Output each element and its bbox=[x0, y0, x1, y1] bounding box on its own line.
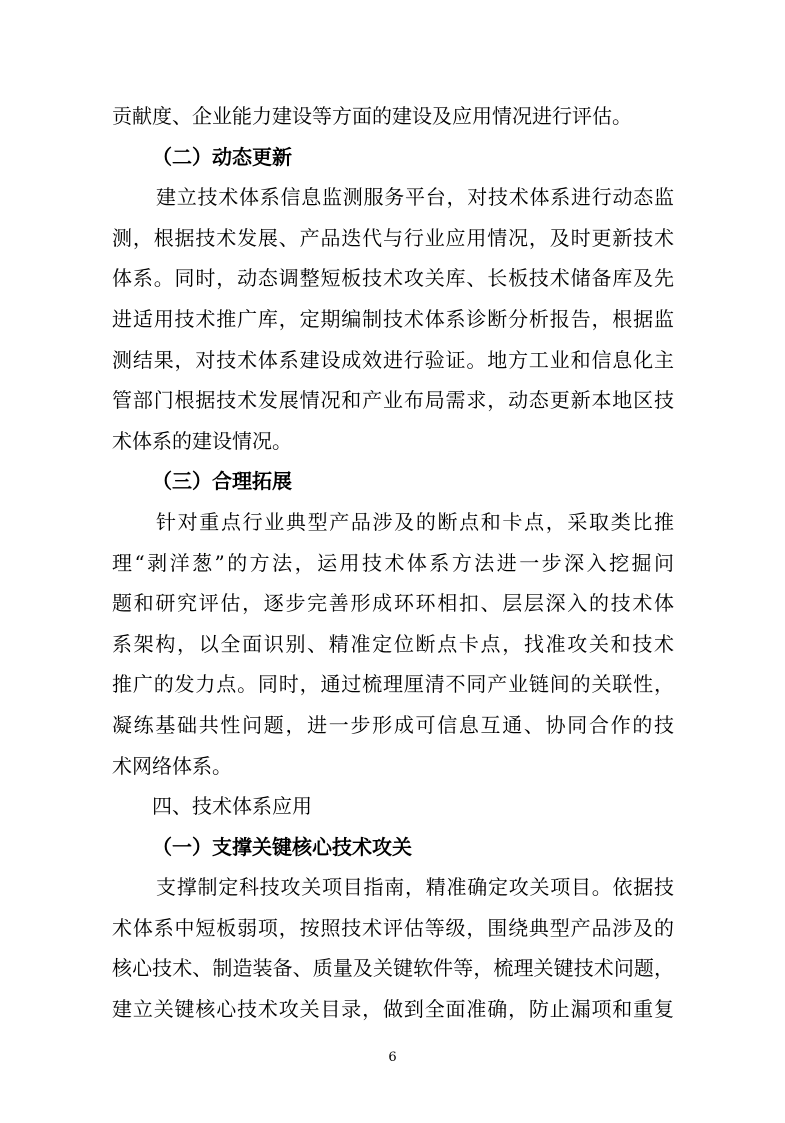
document-page bbox=[112, 96, 674, 1030]
section-heading-key-core-tech: （一）支撑关键核心技术攻关 bbox=[152, 834, 412, 859]
paragraph-line: 术体系的建设情况。 bbox=[112, 428, 292, 453]
paragraph-line: 管部门根据技术发展情况和产业布局需求，动态更新本地区技 bbox=[112, 388, 674, 413]
paragraph-line: 建立关键核心技术攻关目录，做到全面准确，防止漏项和重复 bbox=[112, 997, 674, 1022]
section-heading-dynamic-update: （二）动态更新 bbox=[152, 144, 292, 169]
paragraph-line: 测结果，对技术体系建设成效进行验证。地方工业和信息化主 bbox=[112, 347, 674, 372]
paragraph-line: 术网络体系。 bbox=[112, 753, 232, 778]
paragraph-line: 测，根据技术发展、产品迭代与行业应用情况，及时更新技术 bbox=[112, 225, 674, 250]
section-heading-reasonable-expansion: （三）合理拓展 bbox=[152, 469, 292, 494]
paragraph-line: 凝练基础共性问题，进一步形成可信息互通、协同合作的技 bbox=[112, 712, 674, 737]
page-number: 6 bbox=[388, 1050, 397, 1065]
paragraph-line: 体系。同时，动态调整短板技术攻关库、长板技术储备库及先 bbox=[112, 266, 674, 291]
paragraph-line: 系架构，以全面识别、精准定位断点卡点，找准攻关和技术 bbox=[112, 631, 674, 656]
paragraph-line: 术体系中短板弱项，按照技术评估等级，围绕典型产品涉及的 bbox=[112, 915, 674, 940]
paragraph-line: 针对重点行业典型产品涉及的断点和卡点，采取类比推 bbox=[156, 509, 674, 534]
paragraph-line: 建立技术体系信息监测服务平台，对技术体系进行动态监 bbox=[156, 185, 674, 210]
paragraph-line: 支撑制定科技攻关项目指南，精准确定攻关项目。依据技 bbox=[156, 875, 674, 900]
paragraph-line: 核心技术、制造装备、质量及关键软件等，梳理关键技术问题， bbox=[112, 956, 674, 981]
paragraph-line: 进适用技术推广库，定期编制技术体系诊断分析报告，根据监 bbox=[112, 306, 674, 331]
paragraph-line: 题和研究评估，逐步完善形成环环相扣、层层深入的技术体 bbox=[112, 591, 674, 616]
chapter-heading-technology-system-application: 四、技术体系应用 bbox=[152, 794, 312, 819]
paragraph-line: 贡献度、企业能力建设等方面的建设及应用情况进行评估。 bbox=[112, 104, 632, 128]
paragraph-line: 推广的发力点。同时，通过梳理厘清不同产业链间的关联性， bbox=[112, 672, 674, 697]
paragraph-line: 理“剥洋葱”的方法，运用技术体系方法进一步深入挖掘问 bbox=[112, 550, 674, 575]
